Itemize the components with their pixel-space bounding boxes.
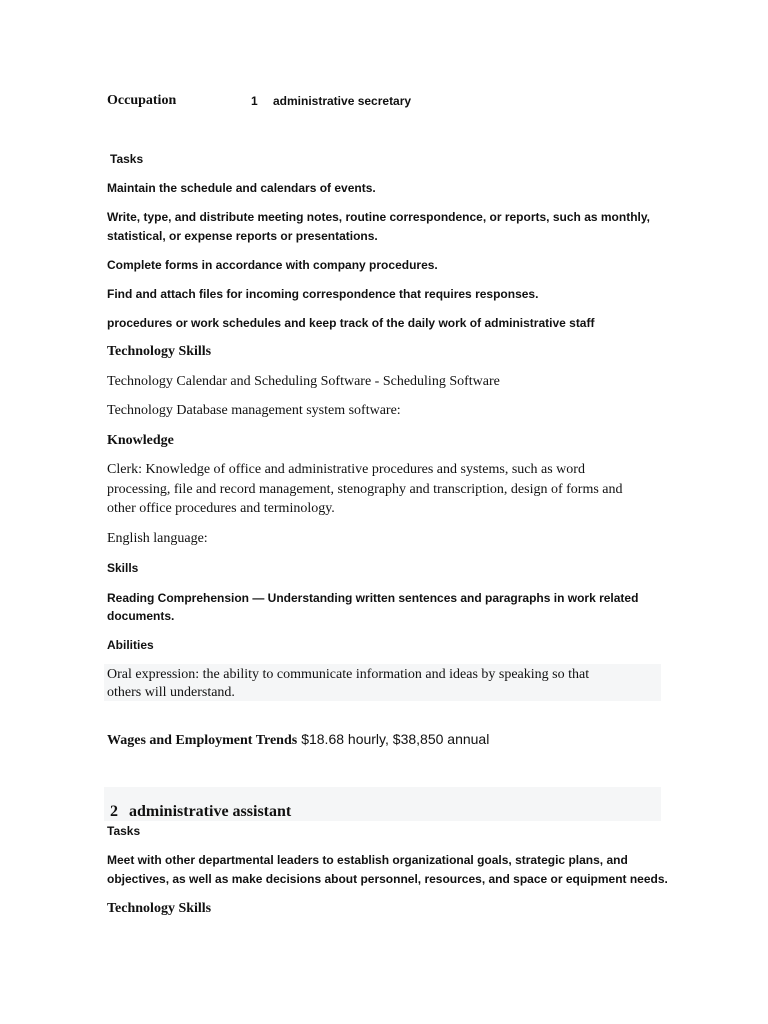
section2-task-item: Meet with other departmental leaders to establish organizational goals, strategic plans, and: [107, 853, 628, 867]
task-item: Write, type, and distribute meeting notes, routine correspondence, or reports, such as monthly,: [107, 210, 650, 224]
skill-item: documents.: [107, 609, 175, 623]
occupation-label: Occupation: [107, 93, 177, 108]
knowledge-item: processing, file and record management, stenography and transcription, design of forms and: [107, 482, 623, 497]
technology-skill-item: Technology Database management system software:: [107, 403, 401, 418]
task-item: Complete forms in accordance with company procedures.: [107, 258, 438, 272]
wages-line: [107, 731, 489, 749]
wages-label: Wages and Employment Trends: [107, 733, 298, 748]
section2-title: administrative assistant: [129, 803, 292, 820]
section2-task-item: objectives, as well as make decisions about personnel, resources, and space or equipment needs.: [107, 872, 668, 886]
task-item: procedures or work schedules and keep track of the daily work of administrative staff: [107, 316, 595, 330]
section2-number: 2: [110, 803, 118, 820]
skill-item: Reading Comprehension — Understanding written sentences and paragraphs in work related: [107, 591, 639, 605]
wages-value: $18.68 hourly, $38,850 annual: [301, 731, 490, 747]
knowledge-heading: Knowledge: [107, 433, 174, 448]
tasks-heading: Tasks: [110, 152, 144, 166]
skills-heading: Skills: [107, 561, 139, 575]
occupation-title: administrative secretary: [273, 94, 412, 108]
technology-skills-heading: Technology Skills: [107, 344, 212, 359]
task-item: Find and attach files for incoming correspondence that requires responses.: [107, 287, 539, 301]
knowledge-item: other office procedures and terminology.: [107, 501, 335, 516]
occupation-number: 1: [251, 94, 258, 108]
abilities-heading: Abilities: [107, 638, 154, 652]
task-item: statistical, or expense reports or presentations.: [107, 229, 378, 243]
section2-technology-skills-heading: Technology Skills: [107, 901, 212, 916]
section2-tasks-heading: Tasks: [107, 824, 141, 838]
knowledge-item: Clerk: Knowledge of office and administrative procedures and systems, such as word: [107, 462, 585, 477]
knowledge-item: English language:: [107, 531, 208, 546]
task-item: Maintain the schedule and calendars of events.: [107, 181, 376, 195]
ability-item: others will understand.: [107, 685, 235, 700]
technology-skill-item: Technology Calendar and Scheduling Software - Scheduling Software: [107, 374, 500, 389]
ability-item: Oral expression: the ability to communicate information and ideas by speaking so that: [107, 667, 590, 682]
